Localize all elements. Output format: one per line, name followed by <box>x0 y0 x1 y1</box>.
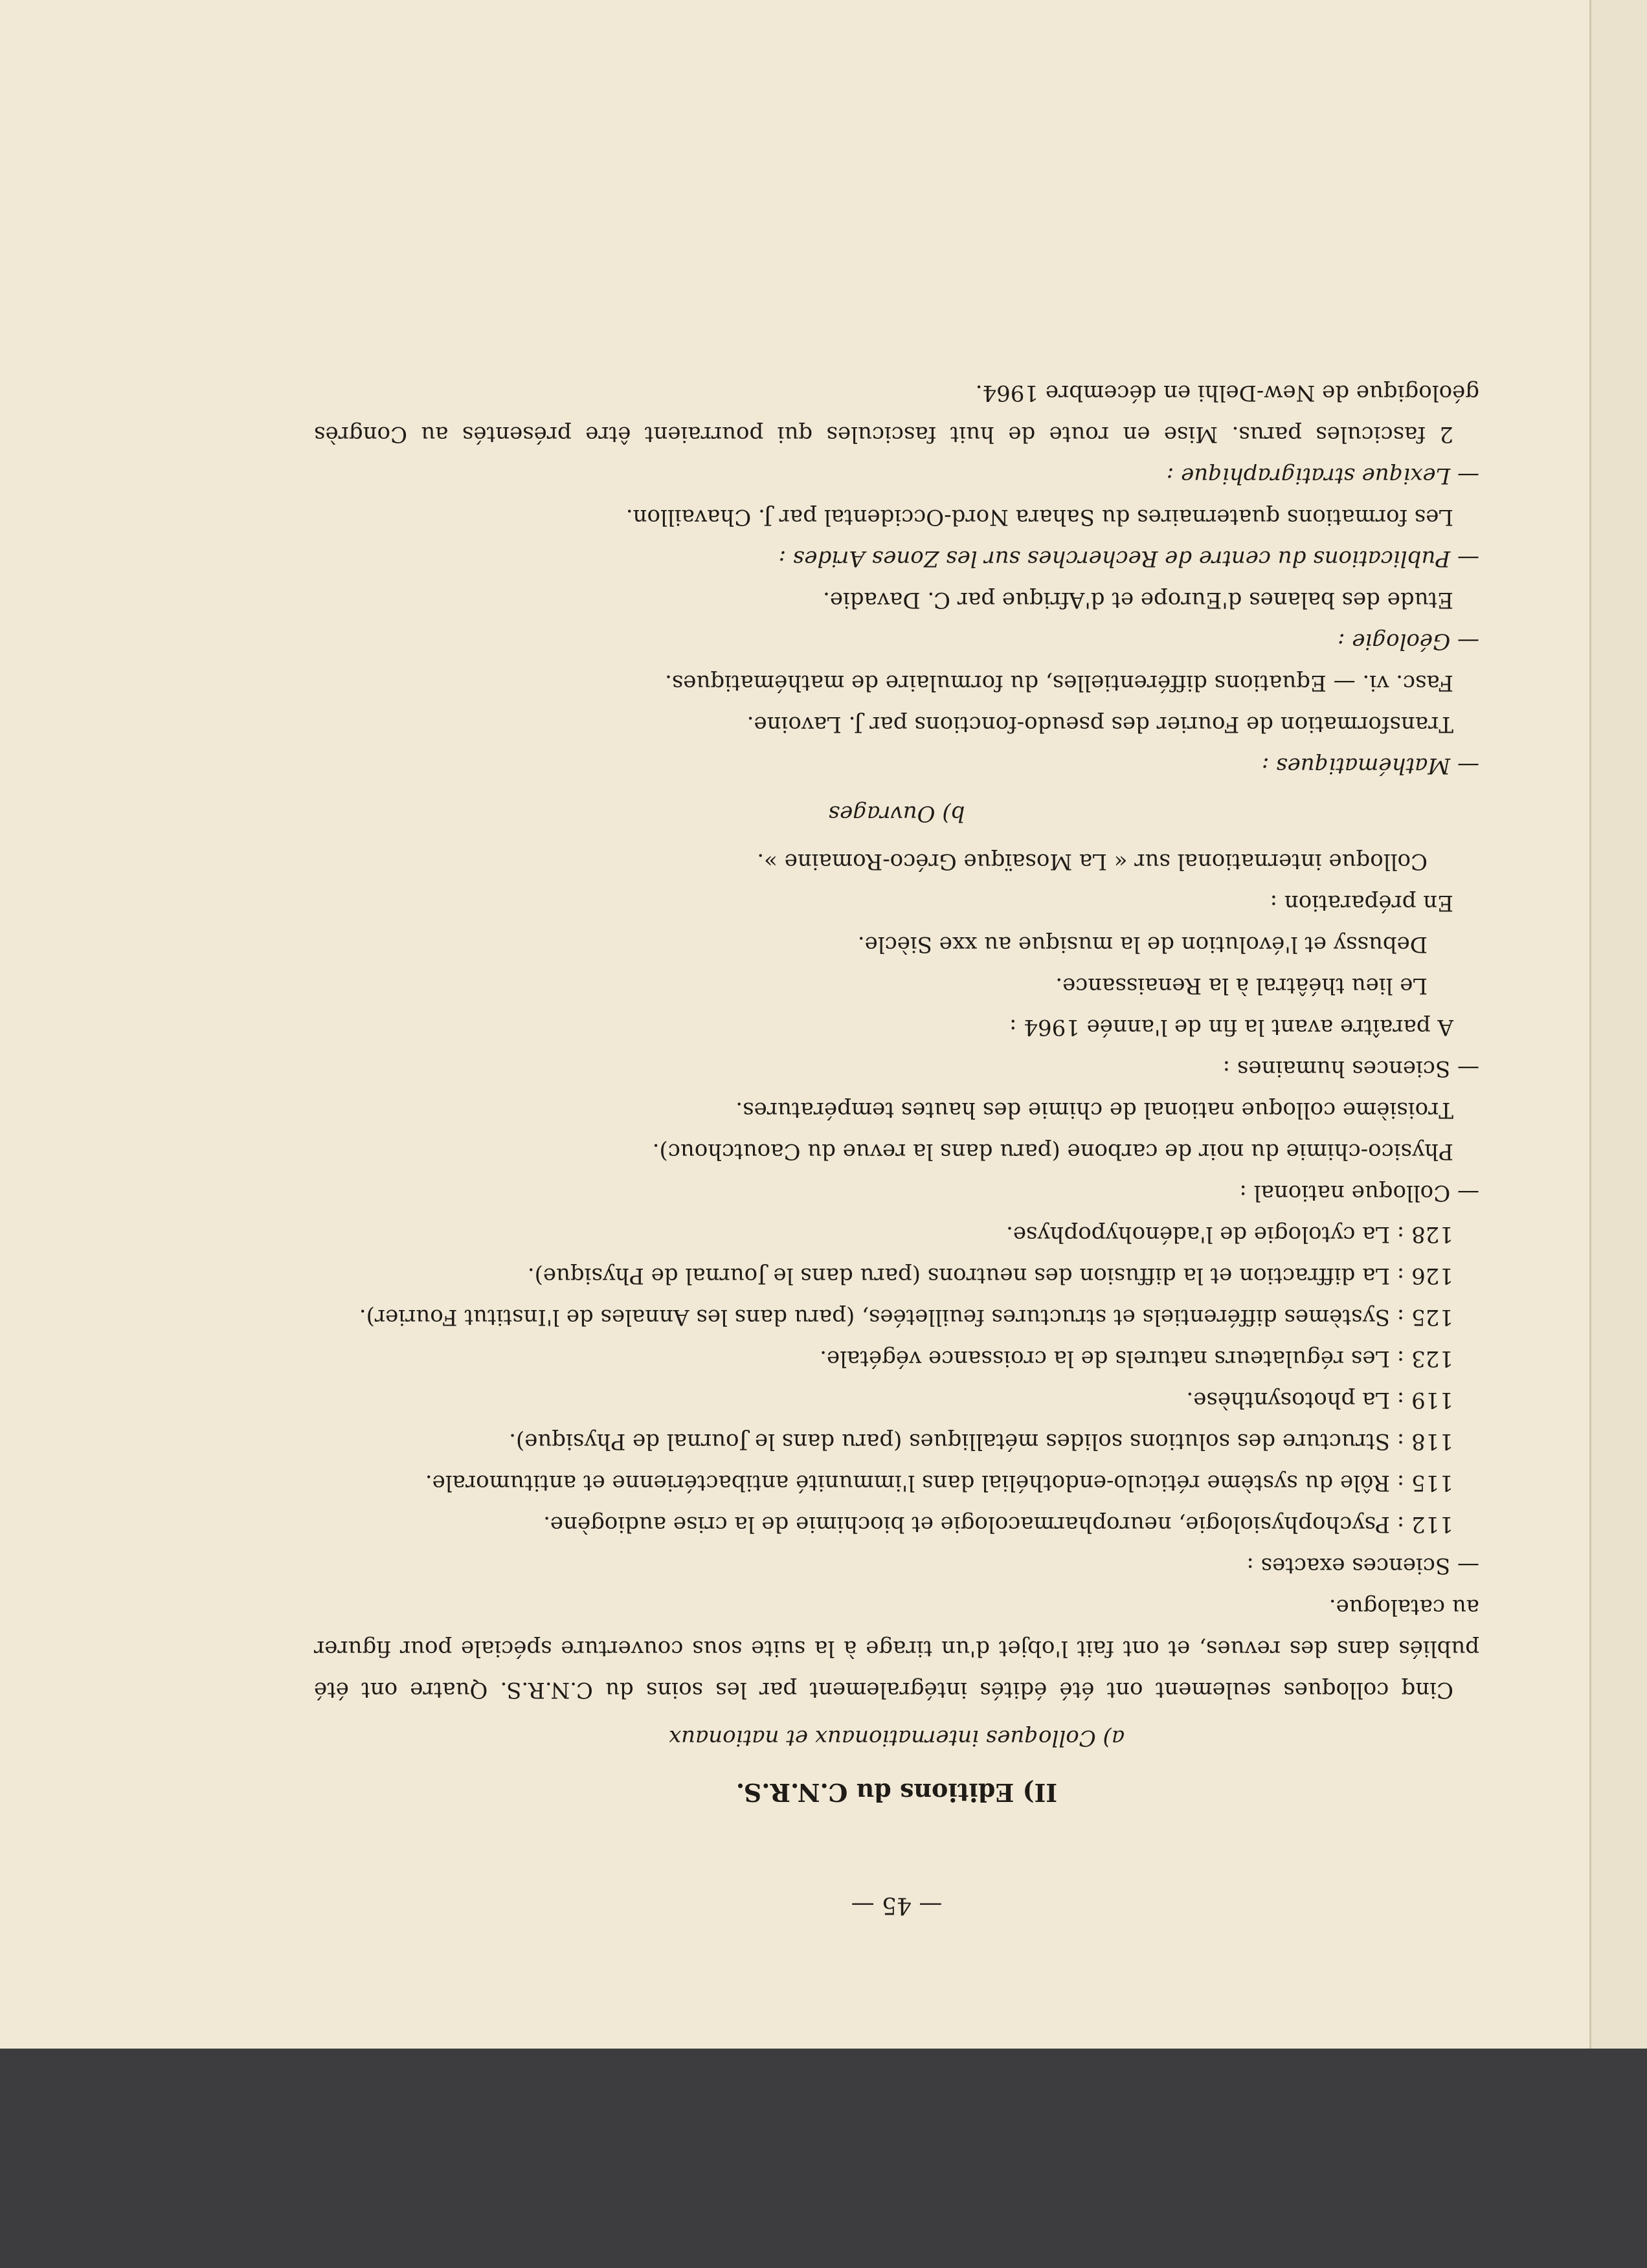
colloque-national-heading: — Colloque national : <box>1239 1180 1479 1206</box>
geologie-heading: — Géologie : <box>1338 628 1479 654</box>
section-title: II) Editions du C.N.R.S. <box>735 1778 1058 1807</box>
list-item: 119 : La photosynthèse. <box>1186 1387 1453 1413</box>
mathematiques-heading: — Mathématiques : <box>1261 753 1479 779</box>
intro-paragraph: Cinq colloques seulement ont été édités intégralement par les soins du C.N.R.S. Quatre ont été publiés dans des revues, et ont fait l'objet d'un tirage à la suite sous couverture spéciale pour figurer au catalogue. <box>314 1594 1479 1703</box>
lexique-text: 2 fascicules parus. Mise en route de huit fascicules qui pourraient être présentés au Congrès géologique de New-Delhi en décembre 1964. <box>314 380 1479 447</box>
list-item: 126 : La diffraction et la diffusion des neutrons (paru dans le Journal de Physique). <box>527 1263 1453 1289</box>
scanner-background <box>0 2049 1647 2268</box>
zones-arides-heading: — Publications du centre de Recherches sur les Zones Arides : <box>778 546 1479 572</box>
list-item: Les formations quaternaires du Sahara Nord-Occidental par J. Chavaillon. <box>625 504 1453 530</box>
list-item: Debussy et l'évolution de la musique au xxe Siècle. <box>857 931 1428 957</box>
subsection-b-title: b) Ouvrages <box>828 801 965 827</box>
list-item: Colloque international sur « La Mosaïque Gréco-Romaine ». <box>757 849 1428 874</box>
subsection-a-title: a) Colloques internationaux et nationaux <box>668 1725 1125 1751</box>
list-item: 123 : Les régulateurs naturels de la croissance végétale. <box>820 1346 1453 1372</box>
list-item: Troisième colloque national de chimie des hautes températures. <box>735 1097 1453 1123</box>
list-item: Transformation de Fourier des pseudo-fonctions par J. Lavoine. <box>746 711 1453 737</box>
list-item: Etude des balanes d'Europe et d'Afrique par C. Davadie. <box>823 587 1453 613</box>
list-item: 125 : Systèmes différentiels et structures feuilletées, (paru dans les Annales de l'Institut Fourier). <box>359 1304 1453 1330</box>
list-item: 112 : Psychophysiologie, neuropharmacologie et biochimie de la crise audiogène. <box>543 1511 1453 1537</box>
list-item: Physico-chimie du noir de carbone (paru dans la revue du Caoutchouc). <box>652 1139 1453 1164</box>
list-item: 118 : Structure des solutions solides métalliques (paru dans le Journal de Physique). <box>509 1429 1453 1454</box>
page-number: — 45 — <box>851 1892 943 1918</box>
sciences-humaines-heading: — Sciences humaines : <box>1222 1056 1479 1082</box>
lexique-heading: — Lexique stratigraphique : <box>1166 463 1479 489</box>
list-item: 128 : La cytologie de l'adénohypophyse. <box>1006 1221 1453 1247</box>
list-item: 115 : Rôle du système réticulo-endothélial dans l'immunité antibactérienne et antitumorale. <box>425 1470 1453 1496</box>
page-content <box>314 217 1479 1926</box>
en-preparation-label: En préparation : <box>1270 890 1453 916</box>
sciences-exactes-heading: — Sciences exactes : <box>1246 1553 1479 1579</box>
list-item: Le lieu théâtral à la Renaissance. <box>1055 973 1428 999</box>
a-paraitre-label: A paraître avant la fin de l'année 1964 : <box>1009 1014 1453 1040</box>
list-item: Fasc. vi. — Equations différentielles, du formulaire de mathématiques. <box>665 670 1453 696</box>
paper-edge <box>1589 0 1647 2049</box>
